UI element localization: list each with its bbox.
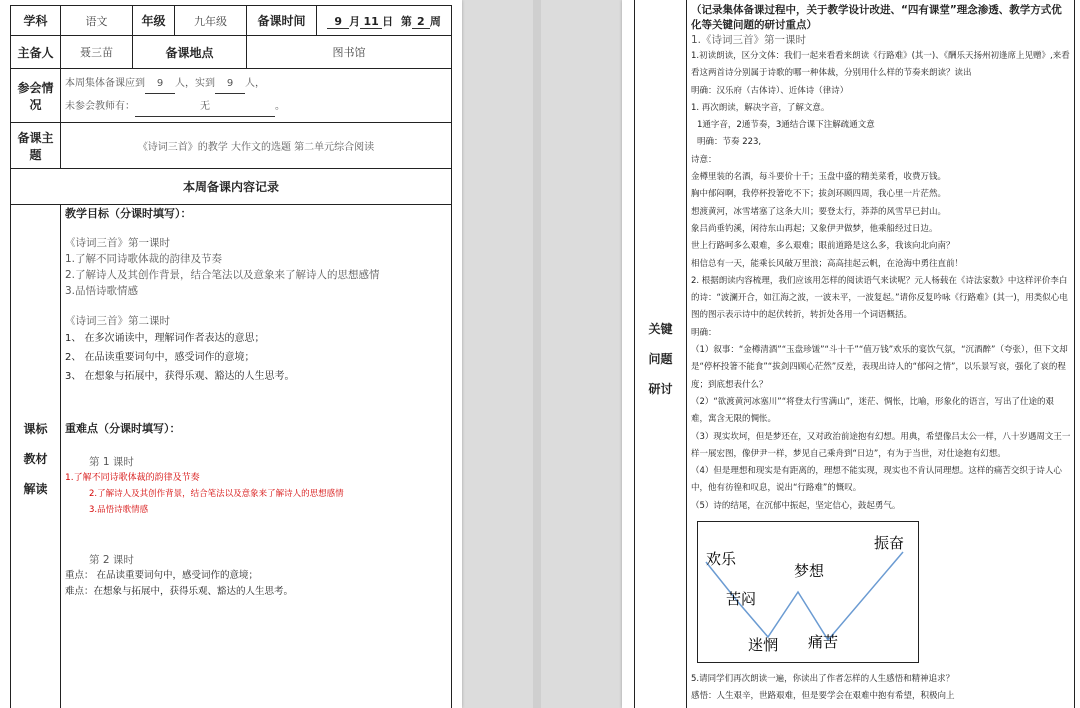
week-prefix: 第 [400,14,412,28]
month-value: 9 [327,15,349,29]
curriculum-row [11,205,452,708]
curriculum-label [11,205,61,708]
diagram-label-dream: 梦想 [794,562,825,581]
goals-heading: 教学目标（分课时填写）： [65,207,192,220]
location-label: 备课地点 [133,36,247,69]
k1-item-3: 3.品悟诗歌情感 [89,505,149,515]
lead-value: 聂三苗 [61,36,133,69]
research-row [635,0,1075,708]
day-value: 11 [360,15,382,29]
diagram-label-confusion: 迷惘 [748,636,779,655]
poem-line-1: 金樽里装的名酒，每斗要价十千；玉盘中盛的精美菜肴，收费万钱。 [691,172,947,183]
absent-teachers: 无 [135,98,275,117]
lesson1-title: 《诗词三首》第一课时 [65,237,170,249]
lesson1-key-points [65,454,447,518]
diagram-label-gloom: 苦闷 [726,590,757,609]
analysis-3: （3）现实坎坷，但是梦还在，又对政治前途抱有幻想。用典，希望像吕太公一样，八十岁遇周文王一样一展宏图，像伊尹一样，梦见自己乘舟到“日边”，有为于当世，对仕途抱有幻想。 [691,431,1071,459]
lesson2-goals [65,313,447,386]
para-4: 1通字音，2通节奏，3通结合课下注解疏通文意 [697,120,875,131]
research-label-3: 研讨 [648,381,673,396]
diagram-label-joy: 欢乐 [706,550,737,569]
lesson1-goals [65,235,447,299]
analysis-4: （4）但是理想和现实是有距离的，理想不能实现，现实也不肯认同理想。这样的痛苦交织于诗人心中，他有彷徨和叹息，说出“行路难”的慨叹。 [691,466,1062,494]
prep-time-label: 备课时间 [247,6,317,36]
topic-value: 《诗词三首》的教学 大作文的选题 第二单元综合阅读 [61,123,452,169]
attendance-content [61,69,452,123]
para-7: 2. 根据朗读内容梳理，我们应该用怎样的阅读语气来读呢？元人杨载在《诗法家数》中这样评价李白的诗：“波澜开合，如江海之波，一波未平，一波复起。”请你反复吟咏《行路难》(其一)，用类似心电图的图示表示诗中的起伏转折，转折处各用一个词语概括。 [691,275,1068,321]
attendance-line1-c: 人， [245,77,265,89]
lesson2-item-2: 2、 在品读重要词句中，感受词作的意境； [65,352,255,363]
k2-item-2: 难点：在想象与拓展中，获得乐观、豁达的人生思考。 [65,586,294,597]
research-label-1: 关键 [648,321,673,336]
curriculum-label-3: 解读 [23,481,48,496]
attendance-line2-a: 未参会教师有： [65,100,135,112]
k1-title: 第 1 课时 [89,456,134,468]
lesson1-item-2: 2.了解诗人及其创作背景，结合笔法以及意象来了解诗人的思想感情 [65,269,380,281]
record-title: 本周备课内容记录 [11,169,452,205]
research-table [634,0,1075,708]
poem-line-2: 胸中郁闷啊，我停杯投箸吃不下；拔剑环顾四周，我心里一片茫然。 [691,189,947,200]
attendance-line1-b: 人，实到 [175,77,215,89]
attendance-row [11,69,452,123]
para-1: 1.初读朗读，区分文体：我们一起来看看来朗读《行路难》(其一)、《酬乐天扬州初逢席上见赠》,来看看这两首诗分别属于诗歌的哪一种体裁，分别用什么样的节奏来朗读？读出 [691,51,1070,79]
attendance-line1-a: 本周集体备课应到 [65,77,145,89]
lesson2-title: 《诗词三首》第二课时 [65,315,170,327]
research-closing [691,671,1071,706]
record-title-row [11,169,452,205]
subject-value: 语文 [61,6,133,36]
research-label-2: 问题 [648,351,673,366]
curriculum-content [61,205,452,708]
lesson1-item-3: 3.品悟诗歌情感 [65,285,139,297]
research-body [691,48,1071,515]
lesson2-key-points [65,552,447,600]
k1-item-2: 2.了解诗人及其创作背景，结合笔法以及意象来了解诗人的思想感情 [89,489,344,499]
grade-value: 九年级 [175,6,247,36]
lesson2-item-1: 1、 在多次诵读中，理解词作者表达的意思； [65,333,265,344]
lead-label: 主备人 [11,36,61,69]
location-value: 图书馆 [247,36,452,69]
k2-title: 第 2 课时 [89,554,134,566]
analysis-5: （5）诗的结尾，在沉郁中振起，坚定信心，鼓起勇气。 [691,500,901,511]
research-label [635,0,687,708]
poem-line-5: 世上行路呵多么艰难，多么艰难；眼前道路是这么多，我该向北向南？ [691,241,955,252]
k2-item-1: 重点： 在品读重要词句中，感受词作的意境； [65,570,259,581]
diagram-label-pain: 痛苦 [808,633,839,652]
para-9: 5.请同学们再次朗读一遍，你读出了作者怎样的人生感悟和精神追求？ [691,674,955,685]
key-heading: 重难点（分课时填写）： [65,422,181,435]
actual-count: 9 [215,75,245,94]
research-content [687,0,1075,708]
topic-row [11,123,452,169]
emotion-curve-svg [697,521,919,663]
para-8: 明确： [691,327,717,338]
curriculum-label-2: 教材 [23,451,48,466]
poem-line-4: 象吕尚垂钓溪，闲待东山再起；又象伊尹做梦，他乘船经过日边。 [691,223,938,234]
expected-count: 9 [145,75,175,94]
prep-time-value [317,6,452,36]
para-6: 诗意： [691,154,717,165]
analysis-2: （2）“欲渡黄河冰塞川”“将登太行雪满山”，迷茫、惆怅，比喻，形象化的语言，写出了仕途的艰难，寓含无限的惆怅。 [691,396,1055,425]
header-row [11,6,452,36]
topic-label: 备课主题 [11,123,61,169]
diagram-label-uplift: 振奋 [874,534,905,553]
grade-label: 年级 [133,6,175,36]
poem-line-3: 想渡黄河，冰雪堵塞了这条大川；要登太行，莽莽的风雪早已封山。 [691,206,947,217]
para-10: 感悟：人生艰辛，世路艰难，但是要学会在艰难中抱有希望，积极向上 [691,691,955,702]
window-gap [533,0,541,708]
week-unit: 周 [429,14,441,28]
prep-form-table [10,5,452,708]
para-5: 明确：节奏 223, [697,137,762,148]
document-page-left [0,0,462,708]
analysis-1: （1）叙事：“金樽清酒”“玉盘珍馐”“斗十千”“值万钱”欢乐的宴饮气氛，“沉酒醉”（夸张），但下文却是“停杯投箸不能食”“拔剑四顾心茫然”反差，表现出诗人的“郁闷之情”，以乐景写哀，强化了哀的程度；到底想表什么？ [691,345,1068,390]
curriculum-label-1: 课标 [23,421,48,436]
para-2: 明确：汉乐府（古体诗）、近体诗（律诗） [691,85,849,96]
subject-label: 学科 [11,6,61,36]
attendance-line2-end: 。 [275,100,285,112]
document-page-right [622,0,1080,708]
poem-line-6: 相信总有一天，能乘长风破万里浪；高高挂起云帆，在沧海中勇往直前！ [691,258,964,269]
research-header: （记录集体备课过程中，关于教学设计改进、“四有课堂”理念渗透、教学方式优化等关键问题的研讨重点） [691,4,1062,31]
research-lesson-title: 1.《诗词三首》第一课时 [691,34,807,46]
attendance-label: 参会情况 [11,69,61,123]
lead-row [11,36,452,69]
k1-item-1: 1.了解不同诗歌体裁的韵律及节奏 [65,473,200,483]
lesson1-item-1: 1.了解不同诗歌体裁的韵律及节奏 [65,253,223,265]
month-unit: 月 [349,14,361,28]
day-unit: 日 [382,14,394,28]
lesson2-item-3: 3、 在想象与拓展中，获得乐观、豁达的人生思考。 [65,371,295,382]
emotion-diagram [697,521,1071,663]
para-3: 1. 再次朗读，解决字音，了解文意。 [691,102,830,113]
week-value: 2 [412,15,430,29]
